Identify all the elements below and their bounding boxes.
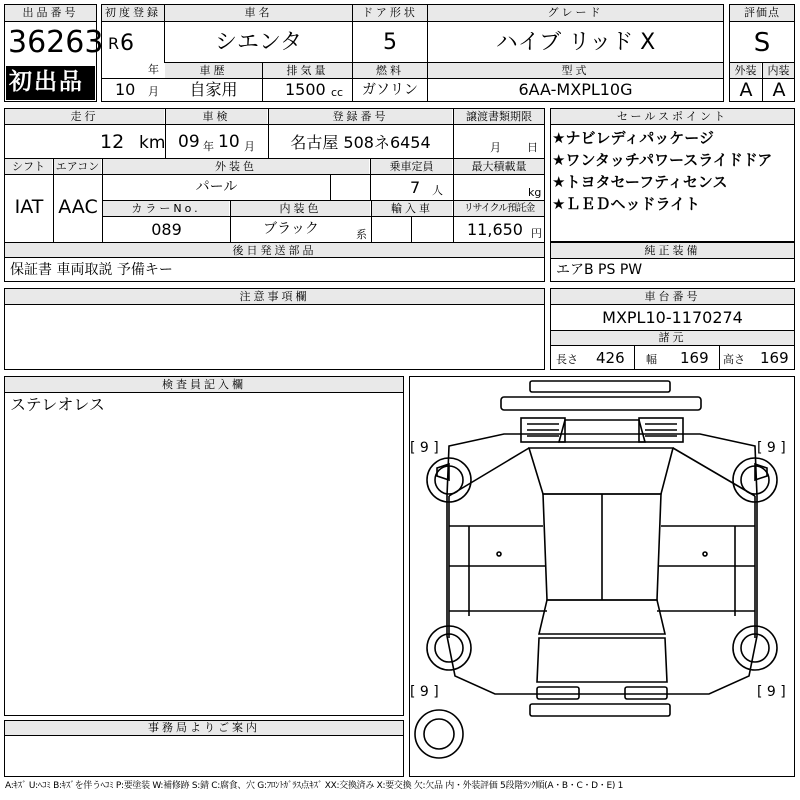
aircon-value: AAC xyxy=(58,196,98,218)
reg-month-unit: 月 xyxy=(148,85,159,98)
tire-front-left: [ 9 ] xyxy=(410,440,439,456)
fuel-header: 燃料 xyxy=(353,63,427,78)
chassis-header: 車台番号 xyxy=(551,289,794,304)
aircon-header: エアコン xyxy=(55,160,100,173)
tire-rear-right: [ 9 ] xyxy=(757,684,786,700)
model-value: 6AA-MXPL10G xyxy=(518,80,633,99)
inspector-note: ステレオレス xyxy=(10,395,105,414)
inspection-header: 車検 xyxy=(166,109,267,124)
office-header: 事務局よりご案内 xyxy=(5,721,403,735)
interior-color-value: ブラック xyxy=(263,221,319,237)
length-label: 長さ xyxy=(556,353,578,366)
exterior-color-header: 外装色 xyxy=(103,159,369,174)
grade-value: ハイブ リッド X xyxy=(495,30,656,55)
plate-value: 名古屋 508ネ6454 xyxy=(290,133,431,152)
color-no-value: 089 xyxy=(151,220,182,239)
capacity-unit: 人 xyxy=(432,184,443,197)
tire-front-right: [ 9 ] xyxy=(757,440,786,456)
inspection-year-unit: 年 xyxy=(203,140,214,153)
first-listing-label: 初出品 xyxy=(9,69,84,95)
interior-color-header: 内装色 xyxy=(231,201,370,216)
inspection-year: 09 xyxy=(178,132,200,152)
car-body-diagram xyxy=(409,376,795,777)
transfer-day-unit: 日 xyxy=(527,141,538,154)
reg-era: R xyxy=(108,34,120,53)
int-score: A xyxy=(772,79,786,101)
inspection-month-unit: 月 xyxy=(244,140,255,153)
recycle-header: リサイクル預託金 xyxy=(454,201,544,216)
mileage-value: 12 xyxy=(100,131,125,153)
height-label: 高さ xyxy=(723,353,745,366)
model-header: 型式 xyxy=(428,63,723,78)
tire-rear-left: [ 9 ] xyxy=(410,684,439,700)
name-header: 車名 xyxy=(165,5,352,21)
width-value: 169 xyxy=(680,349,709,367)
length-value: 426 xyxy=(596,349,625,367)
reg-month: 10 xyxy=(115,80,136,99)
score-header: 評価点 xyxy=(730,5,794,21)
color-no-header: カラーNo. xyxy=(103,201,229,216)
displacement-header: 排気量 xyxy=(263,63,352,78)
inspection-month: 10 xyxy=(218,132,240,152)
ext-score: A xyxy=(739,79,753,101)
fuel-value: ガソリン xyxy=(362,82,418,98)
chassis-value: MXPL10-1170274 xyxy=(602,308,743,327)
mileage-unit: km xyxy=(139,133,166,153)
capacity-value: 7 xyxy=(410,178,421,197)
sales-points-header: セールスポイント xyxy=(551,109,794,124)
door-count: 5 xyxy=(383,30,397,55)
inspector-header: 検査員記入欄 xyxy=(5,377,403,392)
equipment-value: エアB PS PW xyxy=(556,262,643,278)
exterior-color-value: パール xyxy=(195,179,238,195)
door-header: ドア形状 xyxy=(353,5,427,21)
sales-point-4: ★ＬＥＤヘッドライト xyxy=(552,195,700,213)
shift-header: シフト xyxy=(5,159,52,174)
transfer-header: 譲渡書類期限 xyxy=(454,109,544,124)
inspector-box xyxy=(4,376,404,716)
score-value: S xyxy=(753,28,771,58)
plate-header: 登録番号 xyxy=(269,109,452,124)
recycle-value: 11,650 xyxy=(467,220,523,239)
shift-value: IAT xyxy=(14,196,44,218)
dims-header: 諸元 xyxy=(551,331,794,345)
import-header: 輸入車 xyxy=(372,201,452,216)
later-parts-value: 保証書 車両取説 予備キー xyxy=(10,262,173,278)
history-value: 自家用 xyxy=(189,80,238,99)
max-load-unit: kg xyxy=(528,186,542,199)
recycle-unit: 円 xyxy=(531,227,542,240)
sales-point-1: ★ナビレディパッケージ xyxy=(552,129,714,147)
history-header: 車歴 xyxy=(165,63,262,78)
car-name: シエンタ xyxy=(214,30,303,55)
later-parts-header: 後日発送部品 xyxy=(5,243,544,258)
notes-header: 注意事項欄 xyxy=(5,289,544,304)
lot-header: 出品番号 xyxy=(5,5,96,21)
damage-legend: A:ｷｽﾞ U:ﾍｺﾐ B:ｷｽﾞを伴うﾍｺﾐ P:要塗装 W:補修跡 S:錆 C:腐食、穴 G:ﾌﾛﾝﾄｶﾞﾗｽ点ｷｽﾞ XX:交換済み X:要交換 欠:欠品 内・外装評価 5段階ﾗﾝｸ順(A・B・C・D・E) 1 xyxy=(5,781,624,791)
int-score-header: 内装 xyxy=(763,63,794,78)
lot-number: 36263 xyxy=(8,25,104,60)
reg-header: 初度登録 xyxy=(102,5,164,21)
grade-header: グレード xyxy=(428,5,723,21)
sales-point-3: ★トヨタセーフティセンス xyxy=(552,173,728,191)
displacement-value: 1500 xyxy=(285,80,326,99)
transfer-month-unit: 月 xyxy=(490,141,501,154)
width-label: 幅 xyxy=(646,353,657,366)
interior-color-suffix: 系 xyxy=(356,228,367,241)
displacement-unit: cc xyxy=(331,86,344,99)
height-value: 169 xyxy=(760,349,789,367)
equipment-header: 純正装備 xyxy=(551,243,794,258)
capacity-header: 乗車定員 xyxy=(371,159,452,174)
max-load-header: 最大積載量 xyxy=(454,159,544,174)
sales-point-2: ★ワンタッチパワースライドドア xyxy=(552,151,773,169)
reg-year: 6 xyxy=(120,31,134,56)
reg-year-unit: 年 xyxy=(148,63,159,76)
ext-score-header: 外装 xyxy=(730,63,761,78)
mileage-header: 走行 xyxy=(5,109,164,124)
